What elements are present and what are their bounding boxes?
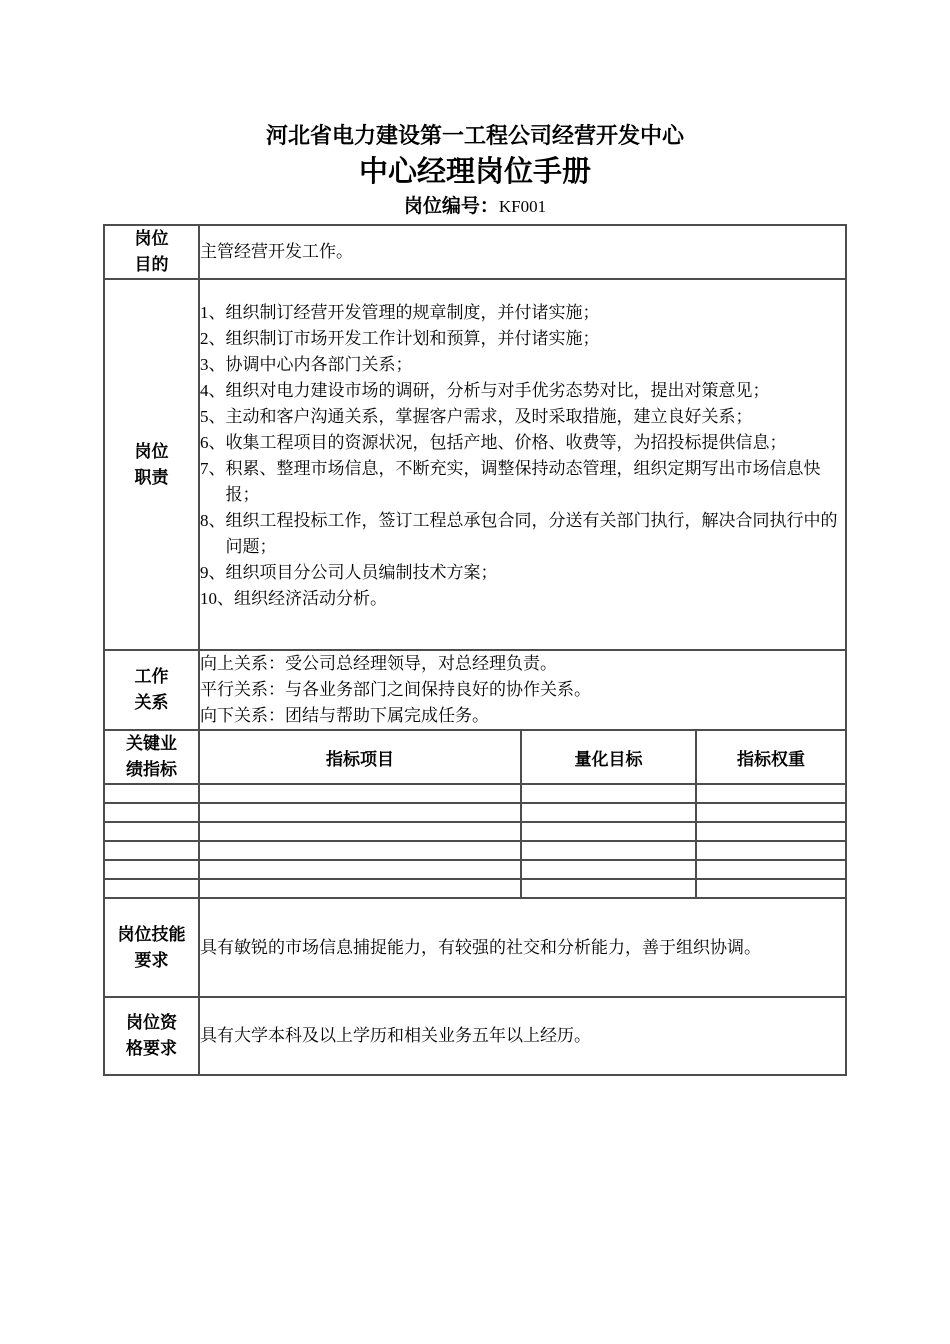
relation-line: 平行关系：与各业务部门之间保持良好的协作关系。 bbox=[199, 680, 591, 699]
kpi-empty-cell bbox=[199, 841, 521, 860]
job-code-label: 岗位编号： bbox=[403, 196, 499, 217]
kpi-empty-row bbox=[104, 803, 846, 822]
duties-label-line: 职责 bbox=[134, 467, 169, 487]
duty-text: 收集工程项目的资源状况，包括产地、价格、收费等，为招投标提供信息； bbox=[225, 433, 787, 452]
kpi-empty-cell bbox=[104, 784, 199, 803]
qualification-content: 具有大学本科及以上学历和相关业务五年以上经历。 bbox=[199, 997, 846, 1075]
duty-item bbox=[200, 430, 845, 456]
purpose-row bbox=[104, 225, 846, 279]
kpi-empty-cell bbox=[696, 860, 846, 879]
doc-subtitle: 中心经理岗位手册 bbox=[358, 156, 591, 188]
kpi-empty-row bbox=[104, 822, 846, 841]
relations-label-line: 工作 bbox=[134, 667, 169, 686]
kpi-empty-cell bbox=[104, 879, 199, 898]
kpi-empty-cell bbox=[521, 784, 696, 803]
kpi-empty-cell bbox=[696, 841, 846, 860]
duty-text: 组织制订经营开发管理的规章制度，并付诸实施； bbox=[225, 303, 600, 322]
duty-item bbox=[200, 586, 845, 612]
kpi-empty-cell bbox=[521, 822, 696, 841]
job-code-line bbox=[0, 194, 950, 221]
duty-number: 10、 bbox=[199, 589, 234, 608]
duty-item bbox=[200, 378, 845, 404]
page-title: 河北省电力建设第一工程公司经营开发中心 bbox=[265, 123, 684, 148]
kpi-empty-cell bbox=[521, 803, 696, 822]
skills-content: 具有敏锐的市场信息捕捉能力，有较强的社交和分析能力，善于组织协调。 bbox=[199, 898, 846, 997]
kpi-empty-cell bbox=[199, 784, 521, 803]
duty-number: 4、 bbox=[199, 381, 226, 400]
skills-label bbox=[104, 898, 199, 997]
duty-number: 8、 bbox=[199, 511, 226, 530]
kpi-empty-cell bbox=[104, 860, 199, 879]
duty-number: 6、 bbox=[199, 433, 226, 452]
duty-text: 组织对电力建设市场的调研，分析与对手优劣态势对比，提出对策意见； bbox=[225, 381, 770, 400]
duty-number: 1、 bbox=[199, 303, 226, 322]
kpi-empty-cell bbox=[521, 860, 696, 879]
kpi-label-line: 绩指标 bbox=[125, 760, 177, 779]
document-header bbox=[0, 121, 950, 221]
duty-item bbox=[200, 456, 845, 508]
duty-text: 组织项目分公司人员编制技术方案； bbox=[225, 563, 498, 582]
kpi-empty-cell bbox=[199, 879, 521, 898]
duty-number: 7、 bbox=[199, 459, 226, 478]
duty-text: 协调中心内各部门关系； bbox=[225, 355, 413, 374]
relations-label-line: 关系 bbox=[134, 693, 169, 712]
duty-item bbox=[200, 404, 845, 430]
kpi-empty-row bbox=[104, 879, 846, 898]
position-manual-table bbox=[103, 224, 847, 1076]
kpi-empty-cell bbox=[696, 822, 846, 841]
kpi-empty-cell bbox=[104, 841, 199, 860]
kpi-column-indicator-weight: 指标权重 bbox=[696, 730, 846, 784]
relations-content bbox=[199, 650, 846, 730]
duties-label-line: 岗位 bbox=[134, 441, 169, 461]
job-code-value: KF001 bbox=[498, 197, 547, 216]
relation-line: 向上关系：受公司总经理领导，对总经理负责。 bbox=[199, 654, 557, 673]
purpose-label bbox=[104, 225, 199, 279]
purpose-label-line: 目的 bbox=[134, 255, 169, 274]
duty-number: 5、 bbox=[199, 407, 226, 426]
kpi-empty-cell bbox=[696, 803, 846, 822]
duty-text: 组织工程投标工作，签订工程总承包合同，分送有关部门执行，解决合同执行中的问题； bbox=[225, 511, 838, 556]
skills-row bbox=[104, 898, 846, 997]
kpi-empty-cell bbox=[199, 822, 521, 841]
qualification-label bbox=[104, 997, 199, 1075]
duty-text: 主动和客户沟通关系，掌握客户需求，及时采取措施，建立良好关系； bbox=[225, 407, 753, 426]
purpose-content: 主管经营开发工作。 bbox=[199, 225, 846, 279]
purpose-label-line: 岗位 bbox=[134, 229, 169, 248]
duties-row bbox=[104, 279, 846, 650]
duty-number: 3、 bbox=[199, 355, 226, 374]
duties-content bbox=[199, 279, 846, 650]
kpi-empty-cell bbox=[696, 784, 846, 803]
skills-label-line: 要求 bbox=[134, 950, 169, 970]
qualification-label-line: 岗位资 bbox=[125, 1013, 177, 1032]
duty-text: 积累、整理市场信息，不断充实，调整保持动态管理，组织定期写出市场信息快报； bbox=[225, 459, 821, 504]
kpi-empty-cell bbox=[696, 879, 846, 898]
kpi-empty-row bbox=[104, 860, 846, 879]
kpi-label bbox=[104, 730, 199, 784]
skills-label-line: 岗位技能 bbox=[117, 924, 186, 944]
duty-item bbox=[200, 560, 845, 586]
relations-label bbox=[104, 650, 199, 730]
kpi-empty-cell bbox=[104, 822, 199, 841]
duty-number: 9、 bbox=[199, 563, 226, 582]
kpi-empty-cell bbox=[199, 803, 521, 822]
duties-label bbox=[104, 279, 199, 650]
relations-row bbox=[104, 650, 846, 730]
kpi-column-quantified-target: 量化目标 bbox=[521, 730, 696, 784]
duty-text: 组织经济活动分析。 bbox=[233, 589, 387, 608]
kpi-label-line: 关键业 bbox=[125, 734, 177, 753]
duty-item bbox=[200, 326, 845, 352]
kpi-empty-cell bbox=[521, 841, 696, 860]
kpi-column-indicator-item: 指标项目 bbox=[199, 730, 521, 784]
duty-item bbox=[200, 300, 845, 326]
duty-text: 组织制订市场开发工作计划和预算，并付诸实施； bbox=[225, 329, 600, 348]
kpi-empty-cell bbox=[199, 860, 521, 879]
duty-item bbox=[200, 352, 845, 378]
qualification-row bbox=[104, 997, 846, 1075]
qualification-label-line: 格要求 bbox=[125, 1039, 177, 1058]
kpi-empty-cell bbox=[521, 879, 696, 898]
duty-number: 2、 bbox=[199, 329, 226, 348]
relation-line: 向下关系：团结与帮助下属完成任务。 bbox=[199, 706, 489, 725]
kpi-header-row bbox=[104, 730, 846, 784]
kpi-empty-cell bbox=[104, 803, 199, 822]
duty-item bbox=[200, 508, 845, 560]
kpi-empty-row bbox=[104, 841, 846, 860]
kpi-empty-row bbox=[104, 784, 846, 803]
